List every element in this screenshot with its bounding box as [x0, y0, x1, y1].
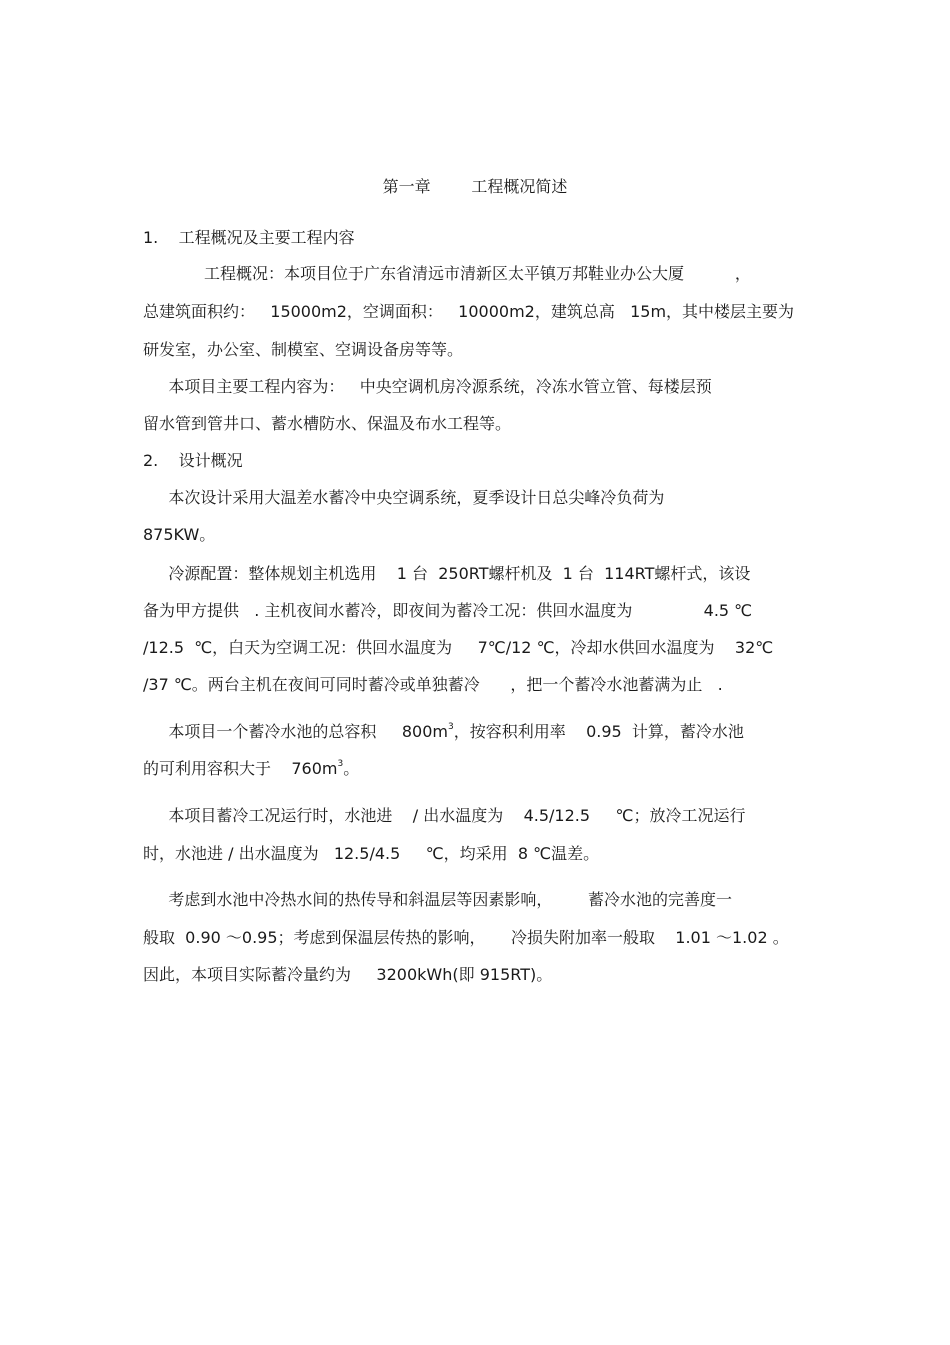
- volume-line-2-rest: 。: [343, 759, 360, 778]
- design-line-2: 875KW。: [143, 525, 216, 544]
- capacity-line-2: 般取 0.90 ～0.95；考虑到保温层传热的影响， 冷损失附加率一般取 1.01 ～1.02 。: [143, 928, 789, 947]
- overview-line-2: 总建筑面积约： 15000m2，空调面积： 10000m2，建筑总高 15m，其中楼层主要为: [143, 302, 795, 321]
- section-1-heading: 1. 工程概况及主要工程内容: [143, 228, 355, 247]
- scope-line-2: 留水管到管井口、蓄水槽防水、保温及布水工程等。: [143, 414, 512, 433]
- volume-line-1-rest: ，按容积利用率 0.95 计算，蓄冷水池: [453, 722, 744, 741]
- section-2-heading: 2. 设计概况: [143, 451, 243, 470]
- config-line-1: 冷源配置：整体规划主机选用 1 台 250RT螺杆机及 1 台 114RT螺杆式，该设: [143, 564, 751, 583]
- design-line-1: 本次设计采用大温差水蓄冷中央空调系统，夏季设计日总尖峰冷负荷为: [143, 488, 665, 507]
- capacity-line-3: 因此，本项目实际蓄冷量约为 3200kWh(即 915RT)。: [143, 965, 553, 984]
- temp-line-2: 时，水池进 / 出水温度为 12.5/4.5 ℃，均采用 8 ℃温差。: [143, 844, 600, 863]
- volume-line-1-text: 本项目一个蓄冷水池的总容积 800m: [143, 722, 448, 741]
- capacity-line-1: 考虑到水池中冷热水间的热传导和斜温层等因素影响， 蓄冷水池的完善度一: [143, 890, 733, 909]
- temp-line-1: 本项目蓄冷工况运行时，水池进 / 出水温度为 4.5/12.5 ℃；放冷工况运行: [143, 806, 746, 825]
- config-line-4: /37 ℃。两台主机在夜间可同时蓄冷或单独蓄冷 ，把一个蓄冷水池蓄满为止 .: [143, 675, 723, 694]
- volume-line-1: [143, 722, 744, 742]
- volume-line-2-text: 的可利用容积大于 760m: [143, 759, 338, 778]
- cubic-superscript: 3: [448, 722, 454, 732]
- cubic-superscript: 3: [337, 759, 344, 769]
- chapter-title: 第一章 工程概况简述: [382, 177, 568, 196]
- overview-line-1: 工程概况：本项目位于广东省清远市清新区太平镇万邦鞋业办公大厦 ，: [143, 264, 751, 283]
- volume-line-2: [143, 759, 359, 779]
- scope-line-1: 本项目主要工程内容为： 中央空调机房冷源系统，冷冻水管立管、每楼层预: [143, 377, 712, 396]
- config-line-3: /12.5 ℃，白天为空调工况：供回水温度为 7℃/12 ℃，冷却水供回水温度为 32℃: [143, 638, 774, 657]
- config-line-2: 备为甲方提供 . 主机夜间水蓄冷，即夜间为蓄冷工况：供回水温度为 4.5 ℃: [143, 601, 753, 620]
- overview-line-3: 研发室，办公室、制模室、空调设备房等等。: [143, 340, 464, 359]
